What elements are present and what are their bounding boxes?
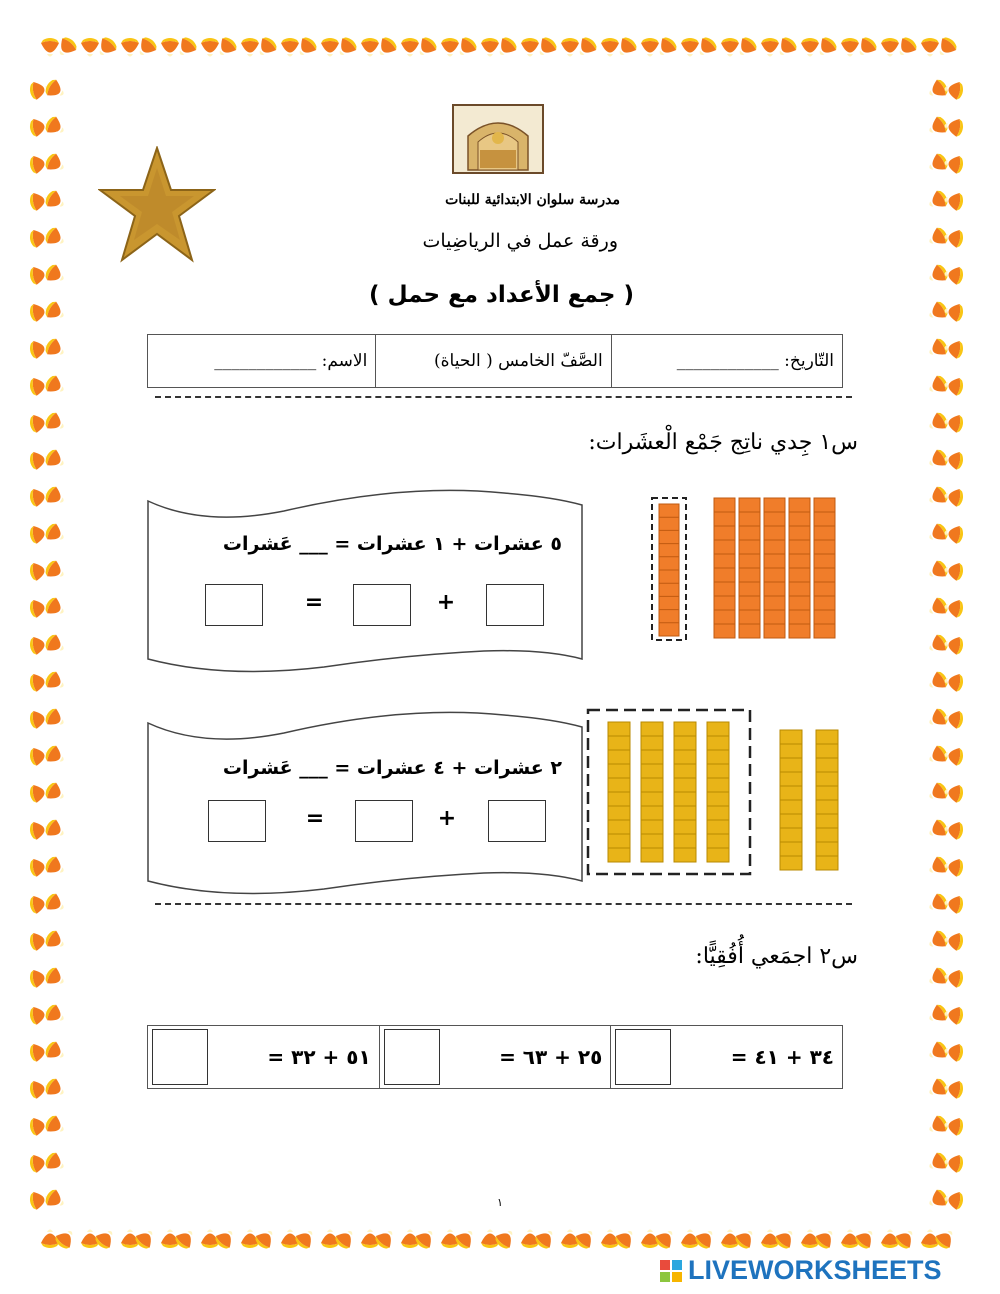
item-2-equation: ٢ عشرات + ٤ عشرات = ___ عَشرات <box>222 757 562 779</box>
item-2-answer-box-2[interactable] <box>355 800 413 842</box>
item-1-answer-box-1[interactable] <box>486 584 544 626</box>
scroll-banner-1 <box>144 483 586 673</box>
orange-tens-rods <box>648 494 848 644</box>
brand-logo-icon <box>660 1260 682 1282</box>
item-2-answer-box-1[interactable] <box>488 800 546 842</box>
problem-expression: ٥١ + ٣٢ = <box>267 1045 371 1069</box>
info-table <box>147 334 843 388</box>
school-logo <box>452 104 544 174</box>
yellow-tens-rods <box>586 708 846 878</box>
item-1-equation: ٥ عشرات + ١ عشرات = ___ عَشرات <box>222 533 562 555</box>
answer-box[interactable] <box>384 1029 440 1085</box>
problem-expression: ٣٤ + ٤١ = <box>730 1045 834 1069</box>
problem-cell <box>610 1026 842 1088</box>
item-1-answer-box-2[interactable] <box>353 584 411 626</box>
problem-cell <box>379 1026 611 1088</box>
school-name: مدرسة سلوان الابتدائية للبنات <box>445 192 620 208</box>
worksheet-title: ( جمع الأعداد مع حمل ) <box>369 282 634 308</box>
class-label: الصَّفّ الخامس ( الحياة) <box>375 335 610 387</box>
problem-expression: ٢٥ + ٦٣ = <box>499 1045 603 1069</box>
date-field[interactable]: التّاريخ: ____________ <box>611 335 842 387</box>
item-1-equals: = <box>304 590 324 615</box>
item-1-answer-box-3[interactable] <box>205 584 263 626</box>
item-2-answer-box-3[interactable] <box>208 800 266 842</box>
problem-cell <box>148 1026 379 1088</box>
item-1-plus: + <box>436 590 456 615</box>
question-1-prompt: س١ جِدي ناتِج جَمْع الْعشَرات: <box>588 430 858 455</box>
item-2-plus: + <box>437 806 457 831</box>
worksheet-subtitle: ورقة عمل في الرياضِيات <box>422 230 618 252</box>
answer-box[interactable] <box>615 1029 671 1085</box>
item-2-equals: = <box>305 806 325 831</box>
page-number: ١ <box>497 1196 503 1209</box>
horizontal-addition-table <box>147 1025 843 1089</box>
brand-name: LIVEWORKSHEETS <box>688 1255 942 1285</box>
name-field[interactable]: الاسم: ____________ <box>214 351 368 371</box>
divider-2 <box>155 903 852 905</box>
star-icon <box>98 146 216 264</box>
divider <box>155 396 852 398</box>
question-2-prompt: س٢ اجمَعي أُفُقِيًّا: <box>695 944 858 969</box>
answer-box[interactable] <box>152 1029 208 1085</box>
